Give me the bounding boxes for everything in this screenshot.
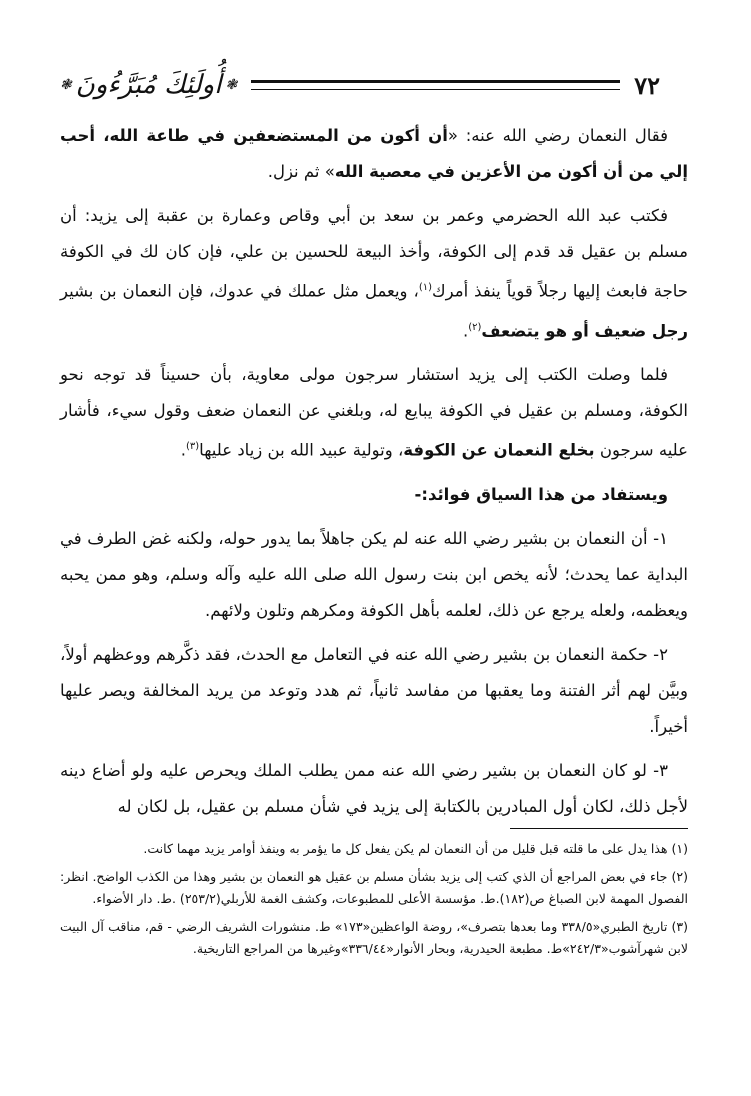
footnote-3: (٣) تاريخ الطبري«٣٣٨/٥ وما بعدها بتصرف»، روضة الواعظين«١٧٣» ط. منشورات الشريف الرضي - قم، مناقب آل البيت لابن شهرآشوب«٢٤٢/٣»ط. مطبعة الحيدرية، وبحار الأنوار«٣٣٦/٤٤»وغيرها من المراجع التاريخية. [60, 919, 688, 956]
paragraph-1 [60, 118, 688, 190]
page-header [60, 60, 660, 110]
benefit-item-1: ١- أن النعمان بن بشير رضي الله عنه لم يكن جاهلاً بما يدور حوله، ولكنه غض الطرف في البداية عما يحدث؛ لأنه يخص ابن بنت رسول الله صلى الله عليه وآله وسلم، وهو ممن يحبه ويعظمه، ولعله يرجع عن ذلك، لعلمه بأهل الكوفة ومكرهم وتلون ولائهم. [60, 528, 688, 620]
p2-text-d: . [462, 321, 469, 340]
footnote-2: (٢) جاء في بعض المراجع أن الذي كتب إلى يزيد بشأن مسلم بن عقيل هو النعمان بن بشير وهذا من الكذب الواضح. انظر: الفصول المهمة لابن الصباغ ص(١٨٢).ط. مؤسسة الأعلى للمطبوعات، وكشف الغمة للأربلي(٢٥٣/٢) .ط. دار الأضواء. [60, 869, 688, 906]
footnotes [60, 838, 688, 966]
running-title-text: أُولَئِكَ مُبَرَّءُونَ [75, 70, 222, 100]
p3-text-c: ، وتولية عبيد الله بن زياد عليها [199, 440, 404, 460]
p2-bold: رجل ضعيف أو هو يتضعف [481, 321, 688, 340]
footnote-ref-2: (٢) [468, 321, 482, 333]
p1-text-c: » ثم نزل. [267, 162, 335, 181]
p3-text-d: . [180, 440, 186, 460]
p2-text-a: فكتب عبد الله الحضرمي وعمر بن سعد بن أبي وقاص وعمارة بن عقبة إلى يزيد: أن مسلم بن عقيل قد قدم إلى الكوفة، وأخذ البيعة للحسين بن علي، فإن كان لك في الكوفة حاجة فابعث إليها رجلاً قوياً ينفذ أمرك [60, 206, 688, 301]
main-text [60, 118, 688, 833]
page-number: ٧٢ [634, 70, 660, 100]
footnote-ref-1: (١) [418, 282, 433, 293]
section-heading: ويستفاد من هذا السياق فوائد:- [414, 484, 668, 504]
benefit-item-3: ٣- لو كان النعمان بن بشير رضي الله عنه ممن يطلب الملك ويحرص عليه ولو أضاع دينه لأجل ذلك، لكان أول المبادرين بالكتابة إلى يزيد في شأن مسلم بن عقيل، بل لكان له [60, 760, 688, 816]
footnote-1: (١) هذا يدل على ما قلته قبل قليل من أن النعمان لم يكن يفعل كل ما يؤمر به وينفذ أوامر يزيد مهما كانت. [143, 841, 688, 856]
ornament-right-icon: ❃ [225, 77, 238, 93]
running-title [60, 70, 237, 100]
p2-text-b: ، ويعمل مثل عملك في عدوك، فإن النعمان بن بشير [60, 281, 419, 301]
header-rule [251, 80, 620, 90]
p3-text-a: فلما وصلت الكتب إلى يزيد استشار سرجون مولى معاوية، بأن حسيناً قد توجه نحو الكوفة، ومسلم بن عقيل في الكوفة يبايع له، وبلغني عن النعمان ضعف وقول سيء، فأشار عليه سرجون [60, 365, 688, 460]
benefit-item-2: ٢- حكمة النعمان بن بشير رضي الله عنه في التعامل مع الحدث، فقد ذكَّرهم ووعظهم أولاً، وبيَّن لهم أثر الفتنة وما يعقبها من مفاسد ثانياً، ثم هدد وتوعد من يريد المخالفة ويصر عليها أخيراً. [60, 644, 688, 736]
p3-bold: بخلع النعمان عن الكوفة [403, 440, 595, 460]
ornament-left-icon: ❃ [60, 77, 72, 93]
footnote-separator [510, 828, 688, 829]
footnote-ref-3: (٣) [185, 441, 200, 452]
paragraph-2 [60, 198, 688, 349]
paragraph-3 [60, 357, 688, 469]
p1-text-a: فقال النعمان رضي الله عنه: « [447, 126, 668, 145]
p1-quote-bold: أن أكون من المستضعفين في طاعة الله، أحب إلي من أن أكون من الأعزين في معصية الله [60, 126, 688, 181]
